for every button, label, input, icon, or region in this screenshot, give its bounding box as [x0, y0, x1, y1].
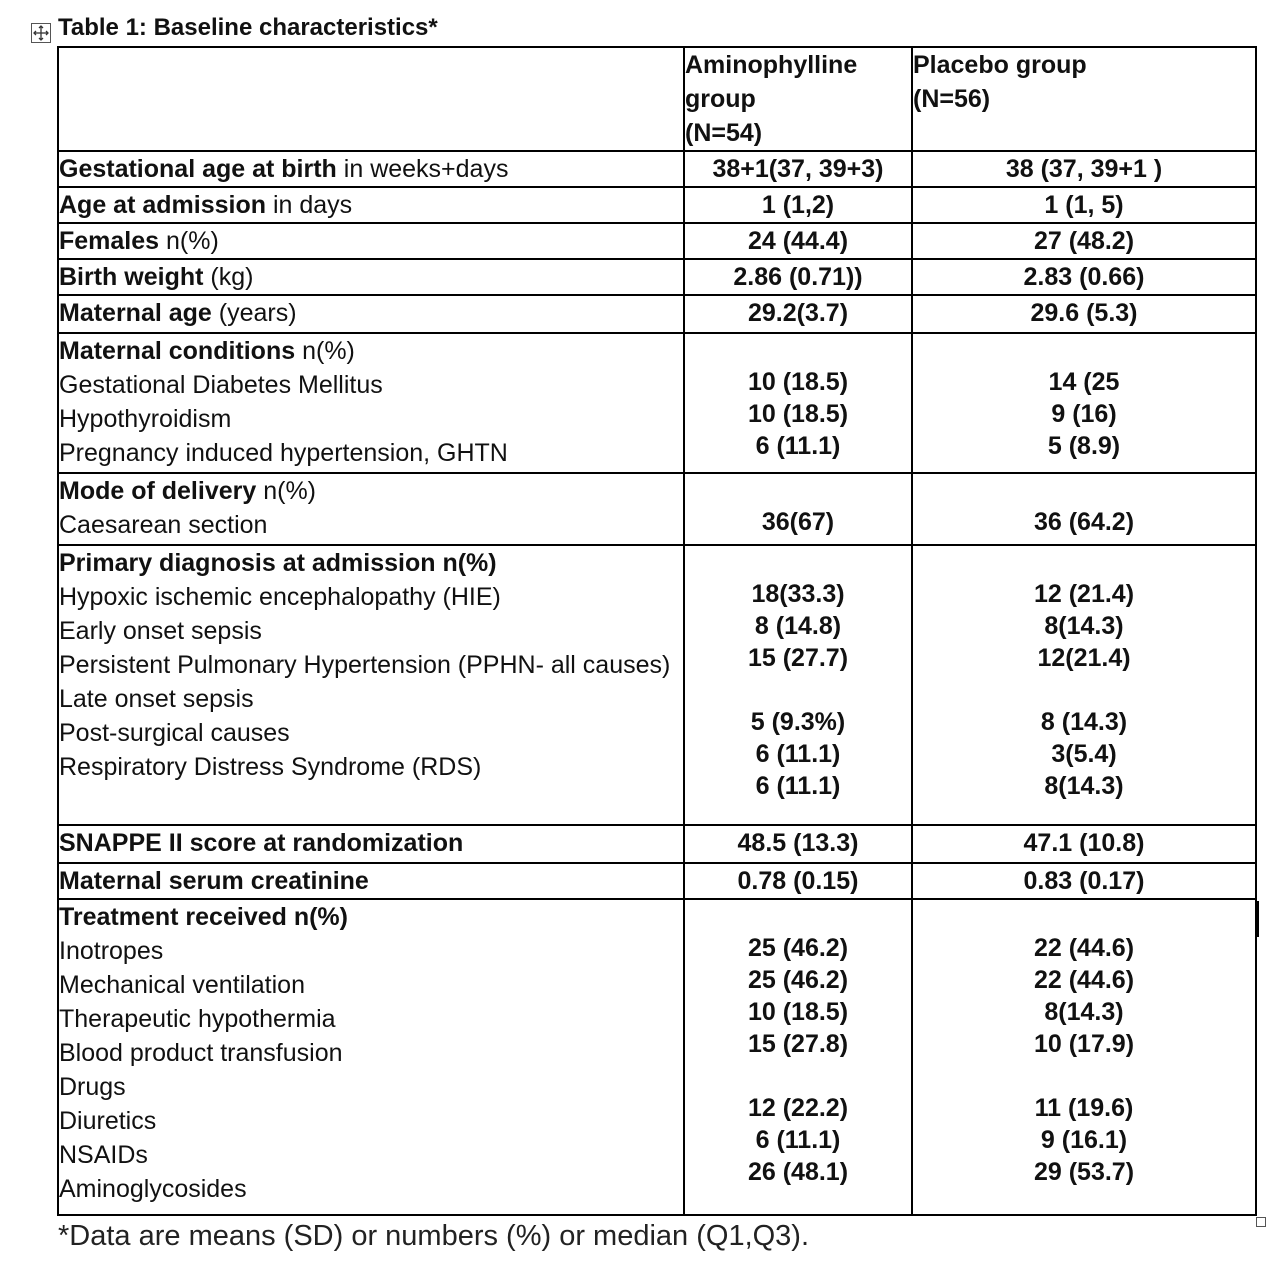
- table-row-group: [58, 545, 1256, 825]
- placebo-value: 29.6 (5.3): [912, 295, 1256, 333]
- aminophylline-value: 48.5 (13.3): [684, 825, 912, 863]
- header-placebo: [912, 47, 1256, 151]
- sub-item: Diuretics: [59, 1107, 157, 1135]
- row-label: Gestational age at birth in weeks+days: [58, 151, 684, 187]
- row-label: Maternal conditions n(%) Gestational Diabetes Mellitus Hypothyroidism Pregnancy induced hypertension, GHTN: [58, 333, 684, 473]
- aminophylline-value: 0.78 (0.15): [684, 863, 912, 899]
- header-aminophylline: [684, 47, 912, 151]
- placebo-value: 27 (48.2): [912, 223, 1256, 259]
- placebo-value: 2.83 (0.66): [912, 259, 1256, 295]
- aminophylline-value: 29.2(3.7): [684, 295, 912, 333]
- placebo-value: 0.83 (0.17): [912, 863, 1256, 899]
- sub-item: Blood product transfusion: [59, 1039, 343, 1067]
- header-line: (N=56): [913, 85, 991, 113]
- placebo-value: 22 (44.6) 22 (44.6) 8(14.3) 10 (17.9) 11 (19.6) 9 (16.1) 29 (53.7): [912, 899, 1256, 1215]
- header-row: [58, 47, 1256, 151]
- row-label: SNAPPE II score at randomization: [58, 825, 684, 863]
- row-label: Females n(%): [58, 223, 684, 259]
- placebo-value: 12 (21.4) 8(14.3) 12(21.4) 8 (14.3) 3(5.4) 8(14.3): [912, 545, 1256, 825]
- table-row-group: [58, 899, 1256, 1215]
- placebo-value: 14 (25 9 (16) 5 (8.9): [912, 333, 1256, 473]
- sub-item: NSAIDs: [59, 1141, 148, 1169]
- table-row: [58, 863, 1256, 899]
- aminophylline-value: 18(33.3) 8 (14.8) 15 (27.7) 5 (9.3%) 6 (11.1) 6 (11.1): [684, 545, 912, 825]
- aminophylline-value: 2.86 (0.71)): [684, 259, 912, 295]
- table-resize-handle[interactable]: [1256, 1217, 1266, 1227]
- baseline-table: [57, 46, 1257, 1216]
- sub-item: Caesarean section: [59, 511, 268, 539]
- row-label: Mode of delivery n(%) Caesarean section: [58, 473, 684, 545]
- placebo-value: 36 (64.2): [912, 473, 1256, 545]
- sub-item: Inotropes: [59, 937, 164, 965]
- aminophylline-value: 36(67): [684, 473, 912, 545]
- table-footnote: *Data are means (SD) or numbers (%) or median (Q1,Q3).: [58, 1220, 810, 1252]
- aminophylline-value: 10 (18.5) 10 (18.5) 6 (11.1): [684, 333, 912, 473]
- table-row-group: [58, 473, 1256, 545]
- table-row-group: [58, 333, 1256, 473]
- table-move-handle[interactable]: [31, 23, 51, 43]
- text-cursor: [1257, 901, 1259, 937]
- table-row: [58, 151, 1256, 187]
- header-line: group: [685, 85, 756, 113]
- sub-item: Early onset sepsis: [59, 617, 262, 645]
- table-row: [58, 223, 1256, 259]
- header-line: Aminophylline: [685, 51, 858, 79]
- move-arrows-icon: [32, 24, 50, 42]
- row-label: Primary diagnosis at admission n(%) Hypoxic ischemic encephalopathy (HIE) Early onset sepsis Persistent Pulmonary Hypertension (PPHN- all causes) Late onset sepsis Post-surgical causes Respiratory Distress Syndrome (RDS): [58, 545, 684, 825]
- placebo-value: 47.1 (10.8): [912, 825, 1256, 863]
- header-line: Placebo group: [913, 51, 1087, 79]
- sub-item: Gestational Diabetes Mellitus: [59, 371, 383, 399]
- sub-item: Persistent Pulmonary Hypertension (PPHN- all causes): [59, 651, 671, 679]
- aminophylline-value: 24 (44.4): [684, 223, 912, 259]
- header-line: (N=54): [685, 119, 763, 147]
- aminophylline-value: 25 (46.2) 25 (46.2) 10 (18.5) 15 (27.8) 12 (22.2) 6 (11.1) 26 (48.1): [684, 899, 912, 1215]
- table-row: [58, 187, 1256, 223]
- sub-item: Hypoxic ischemic encephalopathy (HIE): [59, 583, 501, 611]
- sub-item: Therapeutic hypothermia: [59, 1005, 336, 1033]
- table-row: [58, 259, 1256, 295]
- placebo-value: 1 (1, 5): [912, 187, 1256, 223]
- aminophylline-value: 38+1(37, 39+3): [684, 151, 912, 187]
- sub-item: Aminoglycosides: [59, 1175, 247, 1203]
- sub-item: Mechanical ventilation: [59, 971, 305, 999]
- row-label: Birth weight (kg): [58, 259, 684, 295]
- sub-item: Hypothyroidism: [59, 405, 232, 433]
- row-label: Treatment received n(%) Inotropes Mechanical ventilation Therapeutic hypothermia Blood product transfusion Drugs Diuretics NSAIDs Aminoglycosides: [58, 899, 684, 1215]
- sub-item: Late onset sepsis: [59, 685, 254, 713]
- sub-item: Post-surgical causes: [59, 719, 290, 747]
- sub-item: Respiratory Distress Syndrome (RDS): [59, 753, 482, 781]
- sub-item: Drugs: [59, 1073, 126, 1101]
- table-row: [58, 825, 1256, 863]
- table-title: Table 1: Baseline characteristics*: [58, 14, 438, 41]
- header-blank-cell: [58, 47, 684, 151]
- placebo-value: 38 (37, 39+1 ): [912, 151, 1256, 187]
- sub-item: Pregnancy induced hypertension, GHTN: [59, 439, 508, 467]
- row-label: Maternal serum creatinine: [58, 863, 684, 899]
- table-row: [58, 295, 1256, 333]
- row-label: Age at admission in days: [58, 187, 684, 223]
- row-label: Maternal age (years): [58, 295, 684, 333]
- aminophylline-value: 1 (1,2): [684, 187, 912, 223]
